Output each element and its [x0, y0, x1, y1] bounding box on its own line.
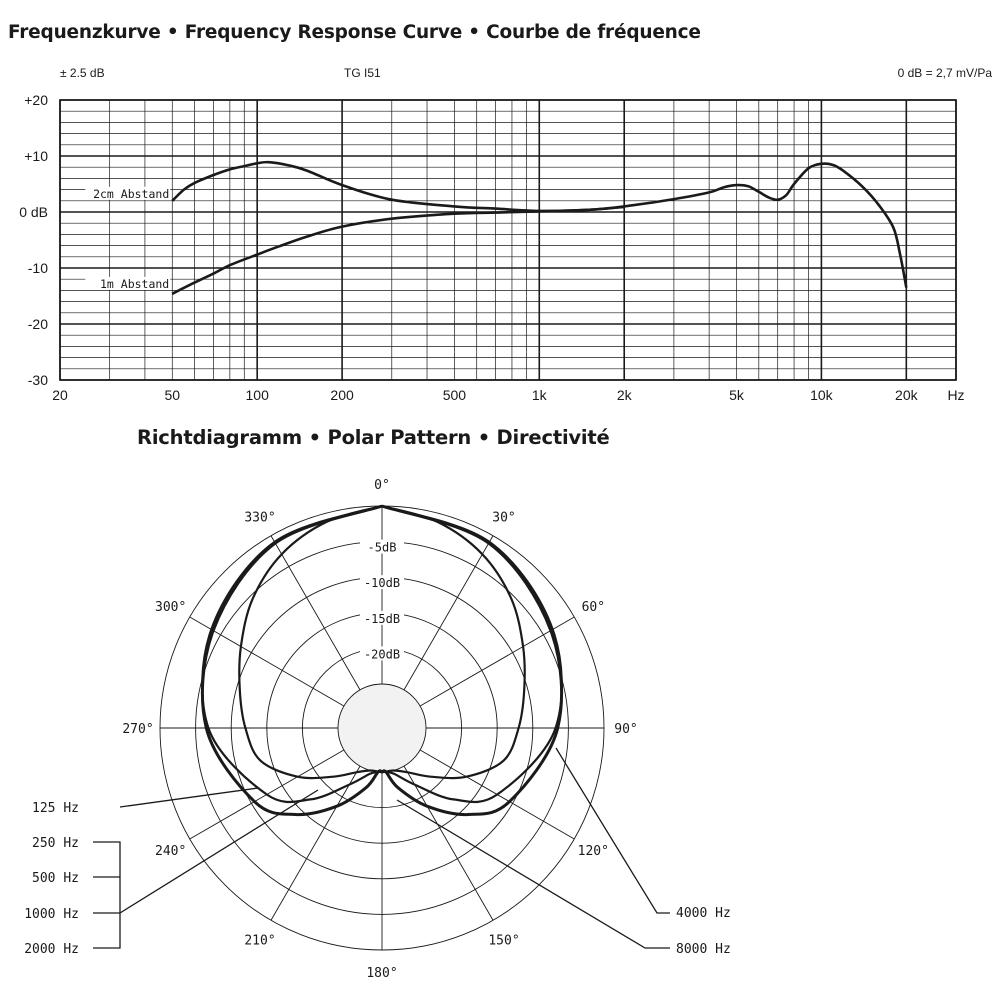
- leader-1000hz: [93, 790, 318, 913]
- polar-angle-label: 210°: [244, 933, 276, 949]
- tolerance-label: ± 2.5 dB: [60, 66, 105, 80]
- fr-series-1m: [172, 207, 624, 294]
- model-label: TG I51: [344, 66, 381, 80]
- polar-angle-label: 0°: [374, 478, 390, 493]
- legend-label-4000hz: 4000 Hz: [676, 906, 731, 921]
- fr-x-tick-label: 100: [245, 387, 269, 403]
- fr-x-tick-label: 1k: [531, 387, 547, 403]
- fr-x-tick-label: Hz: [947, 387, 965, 403]
- leader-125hz: [120, 788, 258, 807]
- fr-series-label-1m: 1m Abstand: [100, 276, 170, 291]
- polar-angle-label: 180°: [366, 966, 398, 981]
- legend-label-500hz: 500 Hz: [32, 871, 79, 886]
- legend-label-250hz: 250 Hz: [32, 836, 79, 851]
- reference-level-label: 0 dB = 2,7 mV/Pa: [897, 66, 992, 80]
- fr-x-tick-label: 20: [52, 387, 68, 403]
- legend-label-8000hz: 8000 Hz: [676, 942, 731, 957]
- fr-x-tick-label: 2k: [616, 387, 632, 403]
- fr-x-tick-label: 20k: [895, 387, 918, 403]
- polar-angle-label: 240°: [155, 844, 187, 859]
- fr-y-tick-label: -30: [27, 372, 48, 388]
- leader-bracket-250-2000: [93, 842, 120, 948]
- fr-y-tick-label: -20: [27, 316, 48, 332]
- fr-x-tick-label: 5k: [729, 387, 744, 403]
- polar-pattern-title: Richtdiagramm • Polar Pattern • Directivité: [137, 426, 610, 449]
- polar-center-disc: [338, 684, 426, 772]
- polar-ring-label: -10dB: [363, 576, 401, 591]
- fr-y-tick-label: -10: [27, 260, 48, 276]
- polar-angle-label: 90°: [614, 722, 638, 737]
- fr-y-tick-label: +20: [24, 92, 48, 108]
- polar-angle-label: 150°: [488, 933, 520, 949]
- fr-x-tick-label: 50: [164, 387, 181, 403]
- leader-8000hz: [397, 800, 670, 948]
- polar-angle-label: 60°: [581, 600, 606, 615]
- polar-angle-label: 270°: [122, 722, 154, 737]
- legend-label-2000hz: 2000 Hz: [24, 942, 79, 957]
- polar-ring-label: -20dB: [363, 647, 401, 662]
- polar-angle-label: 330°: [244, 510, 276, 526]
- legend-label-1000hz: 1000 Hz: [24, 907, 79, 922]
- fr-y-tick-label: 0 dB: [19, 204, 48, 220]
- leader-4000hz: [556, 748, 670, 913]
- fr-grid: [60, 100, 956, 380]
- fr-y-tick-label: +10: [24, 148, 48, 164]
- fr-x-tick-label: 200: [330, 387, 354, 403]
- polar-angle-label: 30°: [492, 510, 516, 526]
- polar-ring-label: -5dB: [367, 540, 397, 555]
- polar-ring-label: -15dB: [363, 611, 401, 626]
- fr-series-label-2cm: 2cm Abstand: [93, 186, 170, 201]
- polar-angle-label: 120°: [577, 844, 609, 859]
- legend-label-125hz: 125 Hz: [32, 801, 79, 816]
- frequency-response-title: Frequenzkurve • Frequency Response Curve • Courbe de fréquence: [8, 22, 701, 43]
- polar-angle-label: 300°: [155, 600, 187, 615]
- fr-x-tick-label: 10k: [810, 387, 833, 403]
- fr-x-tick-label: 500: [442, 387, 467, 403]
